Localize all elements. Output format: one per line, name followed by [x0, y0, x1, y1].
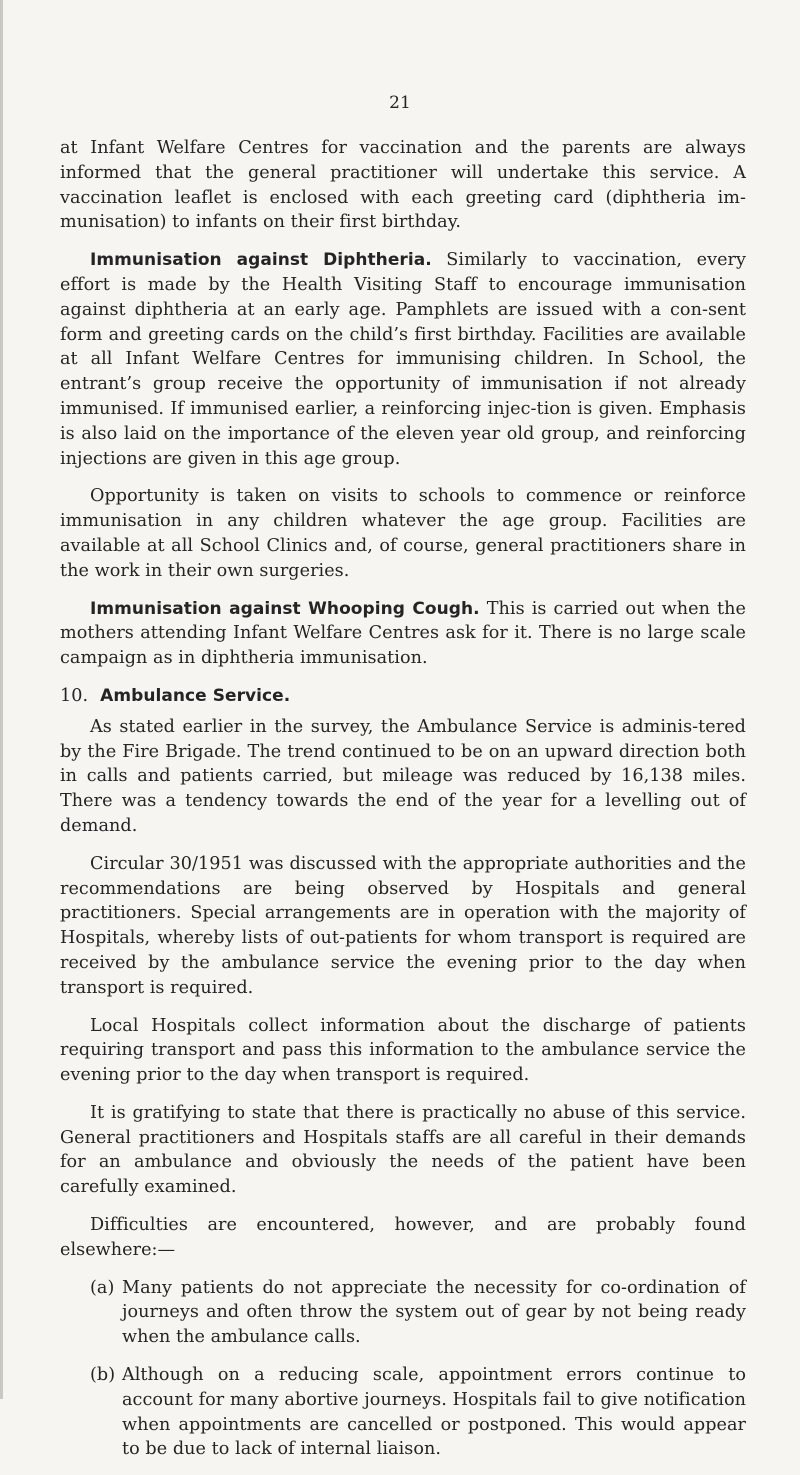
list-item-text: Although on a reducing scale, appointment errors continue to account for many abortive journeys. Hospitals fail to give notification when appointments are cancelled or postponed. This would appear to be due to lack of internal liaison. [122, 1365, 746, 1460]
paragraph-diphtheria-body: Similarly to vaccination, every effort is made by the Health Visiting Staff to encourage immunisation against diphtheria at an early age. Pamphlets are issued with a con-sent form and greeting cards on the child’s first birthday. Facilities are available at all Infant Welfare Centres for immunising children. In School, the entrant’s group receive the opportunity of immunisation if not already immunised. If immunised earlier, a reinforcing injec-tion is given. Emphasis is also laid on the importance of the eleven year old group, and reinforcing injections are given in this age group. [60, 250, 746, 469]
paragraph-difficulties: Difficulties are encountered, however, and are probably found elsewhere:— [60, 1215, 746, 1260]
section-number: 10. [60, 685, 89, 706]
paragraph-diphtheria [60, 248, 746, 471]
list-item-text: Many patients do not appreciate the necessity for co-ordination of journeys and often throw the system out of gear by not being ready when the ambulance calls. [122, 1277, 746, 1348]
list-item [60, 1363, 746, 1462]
section-title: Ambulance Service. [100, 685, 291, 706]
paragraph-local-hospitals: Local Hospitals collect information about the discharge of patients requiring transport and pass this information to the ambulance service the evening prior to the day when transport is required. [60, 1015, 746, 1086]
paragraph-whooping-cough [60, 597, 746, 671]
list-item-label: (a) [90, 1277, 115, 1298]
heading-immunisation-diphtheria: Immunisation against Diphtheria. [90, 250, 432, 271]
paragraph-school-visits: Opportunity is taken on visits to schools to commence or reinforce immunisation in any children whatever the age group. Facilities are available at all School Clinics and, of course, general practitioners share in the work in their own surgeries. [60, 486, 746, 581]
page-number: 21 [389, 93, 411, 113]
paragraph-no-abuse: It is gratifying to state that there is practically no abuse of this service. General practitioners and Hospitals staffs are all careful in their demands for an ambulance and obviously the needs of the patient have been carefully examined. [60, 1102, 746, 1198]
paragraph-circular: Circular 30/1951 was discussed with the appropriate authorities and the recommendations are being observed by Hospitals and general practitioners. Special arrangements are in operation with the majority of Hospitals, whereby lists of out-patients for whom transport is required are received by the ambulance service the evening prior to the day when transport is required. [60, 853, 746, 998]
body-text [60, 136, 746, 1475]
heading-immunisation-whooping-cough: Immunisation against Whooping Cough. [90, 598, 480, 619]
paragraph-vaccination-continued: at Infant Welfare Centres for vaccination and the parents are always informed that the general practitioner will undertake this service. A vaccination leaflet is enclosed with each greeting card (diphtheria im-munisation) to infants on their first birthday. [60, 138, 746, 233]
paragraph-whooping-cough-body: This is carried out when the mothers attending Infant Welfare Centres ask for it. There is no large scale campaign as in diphtheria immunisation. [60, 598, 746, 669]
page-edge [0, 0, 3, 1399]
list-item [60, 1276, 746, 1350]
list-item-label: (b) [90, 1365, 116, 1386]
section-heading-ambulance [60, 684, 746, 709]
paragraph-ambulance-administration: As stated earlier in the survey, the Ambulance Service is adminis-tered by the Fire Brigade. The trend continued to be on an upward direction both in calls and patients carried, but mileage was reduced by 16,138 miles. There was a tendency towards the end of the year for a levelling out of demand. [60, 716, 746, 836]
